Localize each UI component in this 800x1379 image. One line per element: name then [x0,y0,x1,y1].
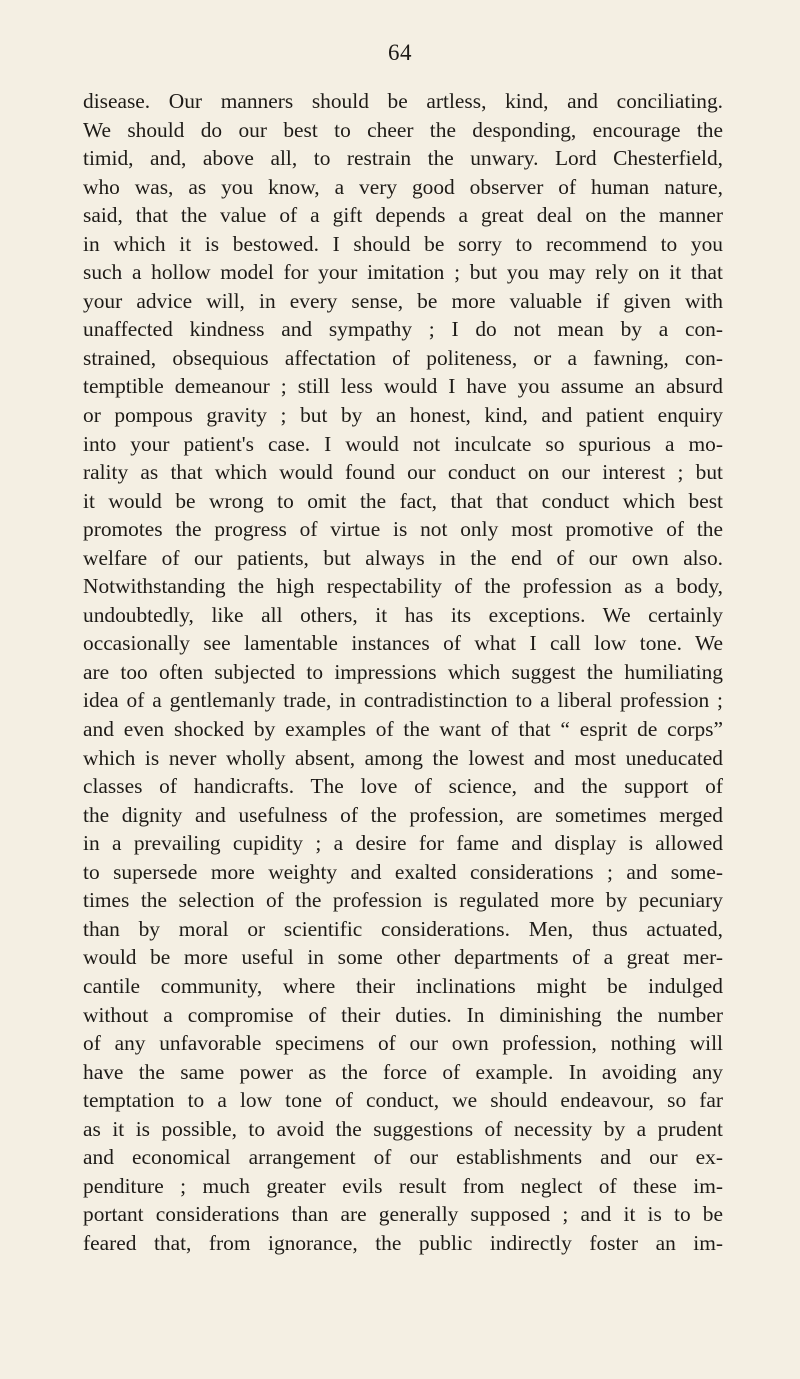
text-line: of any unfavorable specimens of our own profession, nothing will [83,1031,723,1056]
text-line: or pompous gravity ; but by an honest, kind, and patient enquiry [83,403,723,428]
text-line: than by moral or scientific considerations. Men, thus actuated, [83,916,723,941]
text-line: and even shocked by examples of the want of that “ esprit de corps” [83,717,723,742]
text-line: We should do our best to cheer the desponding, encourage the [83,117,723,142]
text-line: rality as that which would found our conduct on our interest ; but [83,460,723,485]
text-line: cantile community, where their inclinations might be indulged [83,973,723,998]
text-line: would be more useful in some other departments of a great mer- [83,945,723,970]
body-text [83,87,723,1257]
text-line: to supersede more weighty and exalted considerations ; and some- [83,859,723,884]
text-line: temptible demeanour ; still less would I have you assume an absurd [83,374,723,399]
text-line: it would be wrong to omit the fact, that that conduct which best [83,488,723,513]
text-line: such a hollow model for your imitation ; but you may rely on it that [83,260,723,285]
text-line: in a prevailing cupidity ; a desire for fame and display is allowed [83,831,723,856]
text-line: who was, as you know, a very good observer of human nature, [83,174,723,199]
text-line: idea of a gentlemanly trade, in contradistinction to a liberal profession ; [83,688,723,713]
text-line: are too often subjected to impressions which suggest the humiliating [83,659,723,684]
text-line: strained, obsequious affectation of politeness, or a fawning, con- [83,345,723,370]
text-line: portant considerations than are generally supposed ; and it is to be [83,1202,723,1227]
text-line: timid, and, above all, to restrain the unwary. Lord Chesterfield, [83,146,723,171]
text-line: have the same power as the force of example. In avoiding any [83,1059,723,1084]
text-line: undoubtedly, like all others, it has its exceptions. We certainly [83,602,723,627]
text-line: unaffected kindness and sympathy ; I do not mean by a con- [83,317,723,342]
text-line: welfare of our patients, but always in the end of our own also. [83,545,723,570]
text-line: which is never wholly absent, among the lowest and most uneducated [83,745,723,770]
text-line: disease. Our manners should be artless, kind, and conciliating. [83,89,723,113]
text-line: as it is possible, to avoid the suggestions of necessity by a prudent [83,1116,723,1141]
text-line: said, that the value of a gift depends a great deal on the manner [83,203,723,228]
text-line: without a compromise of their duties. In diminishing the number [83,1002,723,1027]
page-number: 64 [388,40,412,65]
text-line: and economical arrangement of our establishments and our ex- [83,1145,723,1170]
text-line: classes of handicrafts. The love of science, and the support of [83,774,723,799]
text-line: promotes the progress of virtue is not only most promotive of the [83,517,723,542]
text-line: your advice will, in every sense, be more valuable if given with [83,288,723,313]
text-line: times the selection of the profession is regulated more by pecuniary [83,888,723,913]
text-line: the dignity and usefulness of the profession, are sometimes merged [83,802,723,827]
text-line: into your patient's case. I would not inculcate so spurious a mo- [83,431,723,456]
text-line: feared that, from ignorance, the public indirectly foster an im- [83,1230,723,1255]
text-line: in which it is bestowed. I should be sorry to recommend to you [83,231,723,256]
text-line: temptation to a low tone of conduct, we should endeavour, so far [83,1088,723,1113]
text-line: Notwithstanding the high respectability of the profession as a body, [83,574,723,599]
text-line: occasionally see lamentable instances of what I call low tone. We [83,631,723,656]
text-line: penditure ; much greater evils result from neglect of these im- [83,1173,723,1198]
